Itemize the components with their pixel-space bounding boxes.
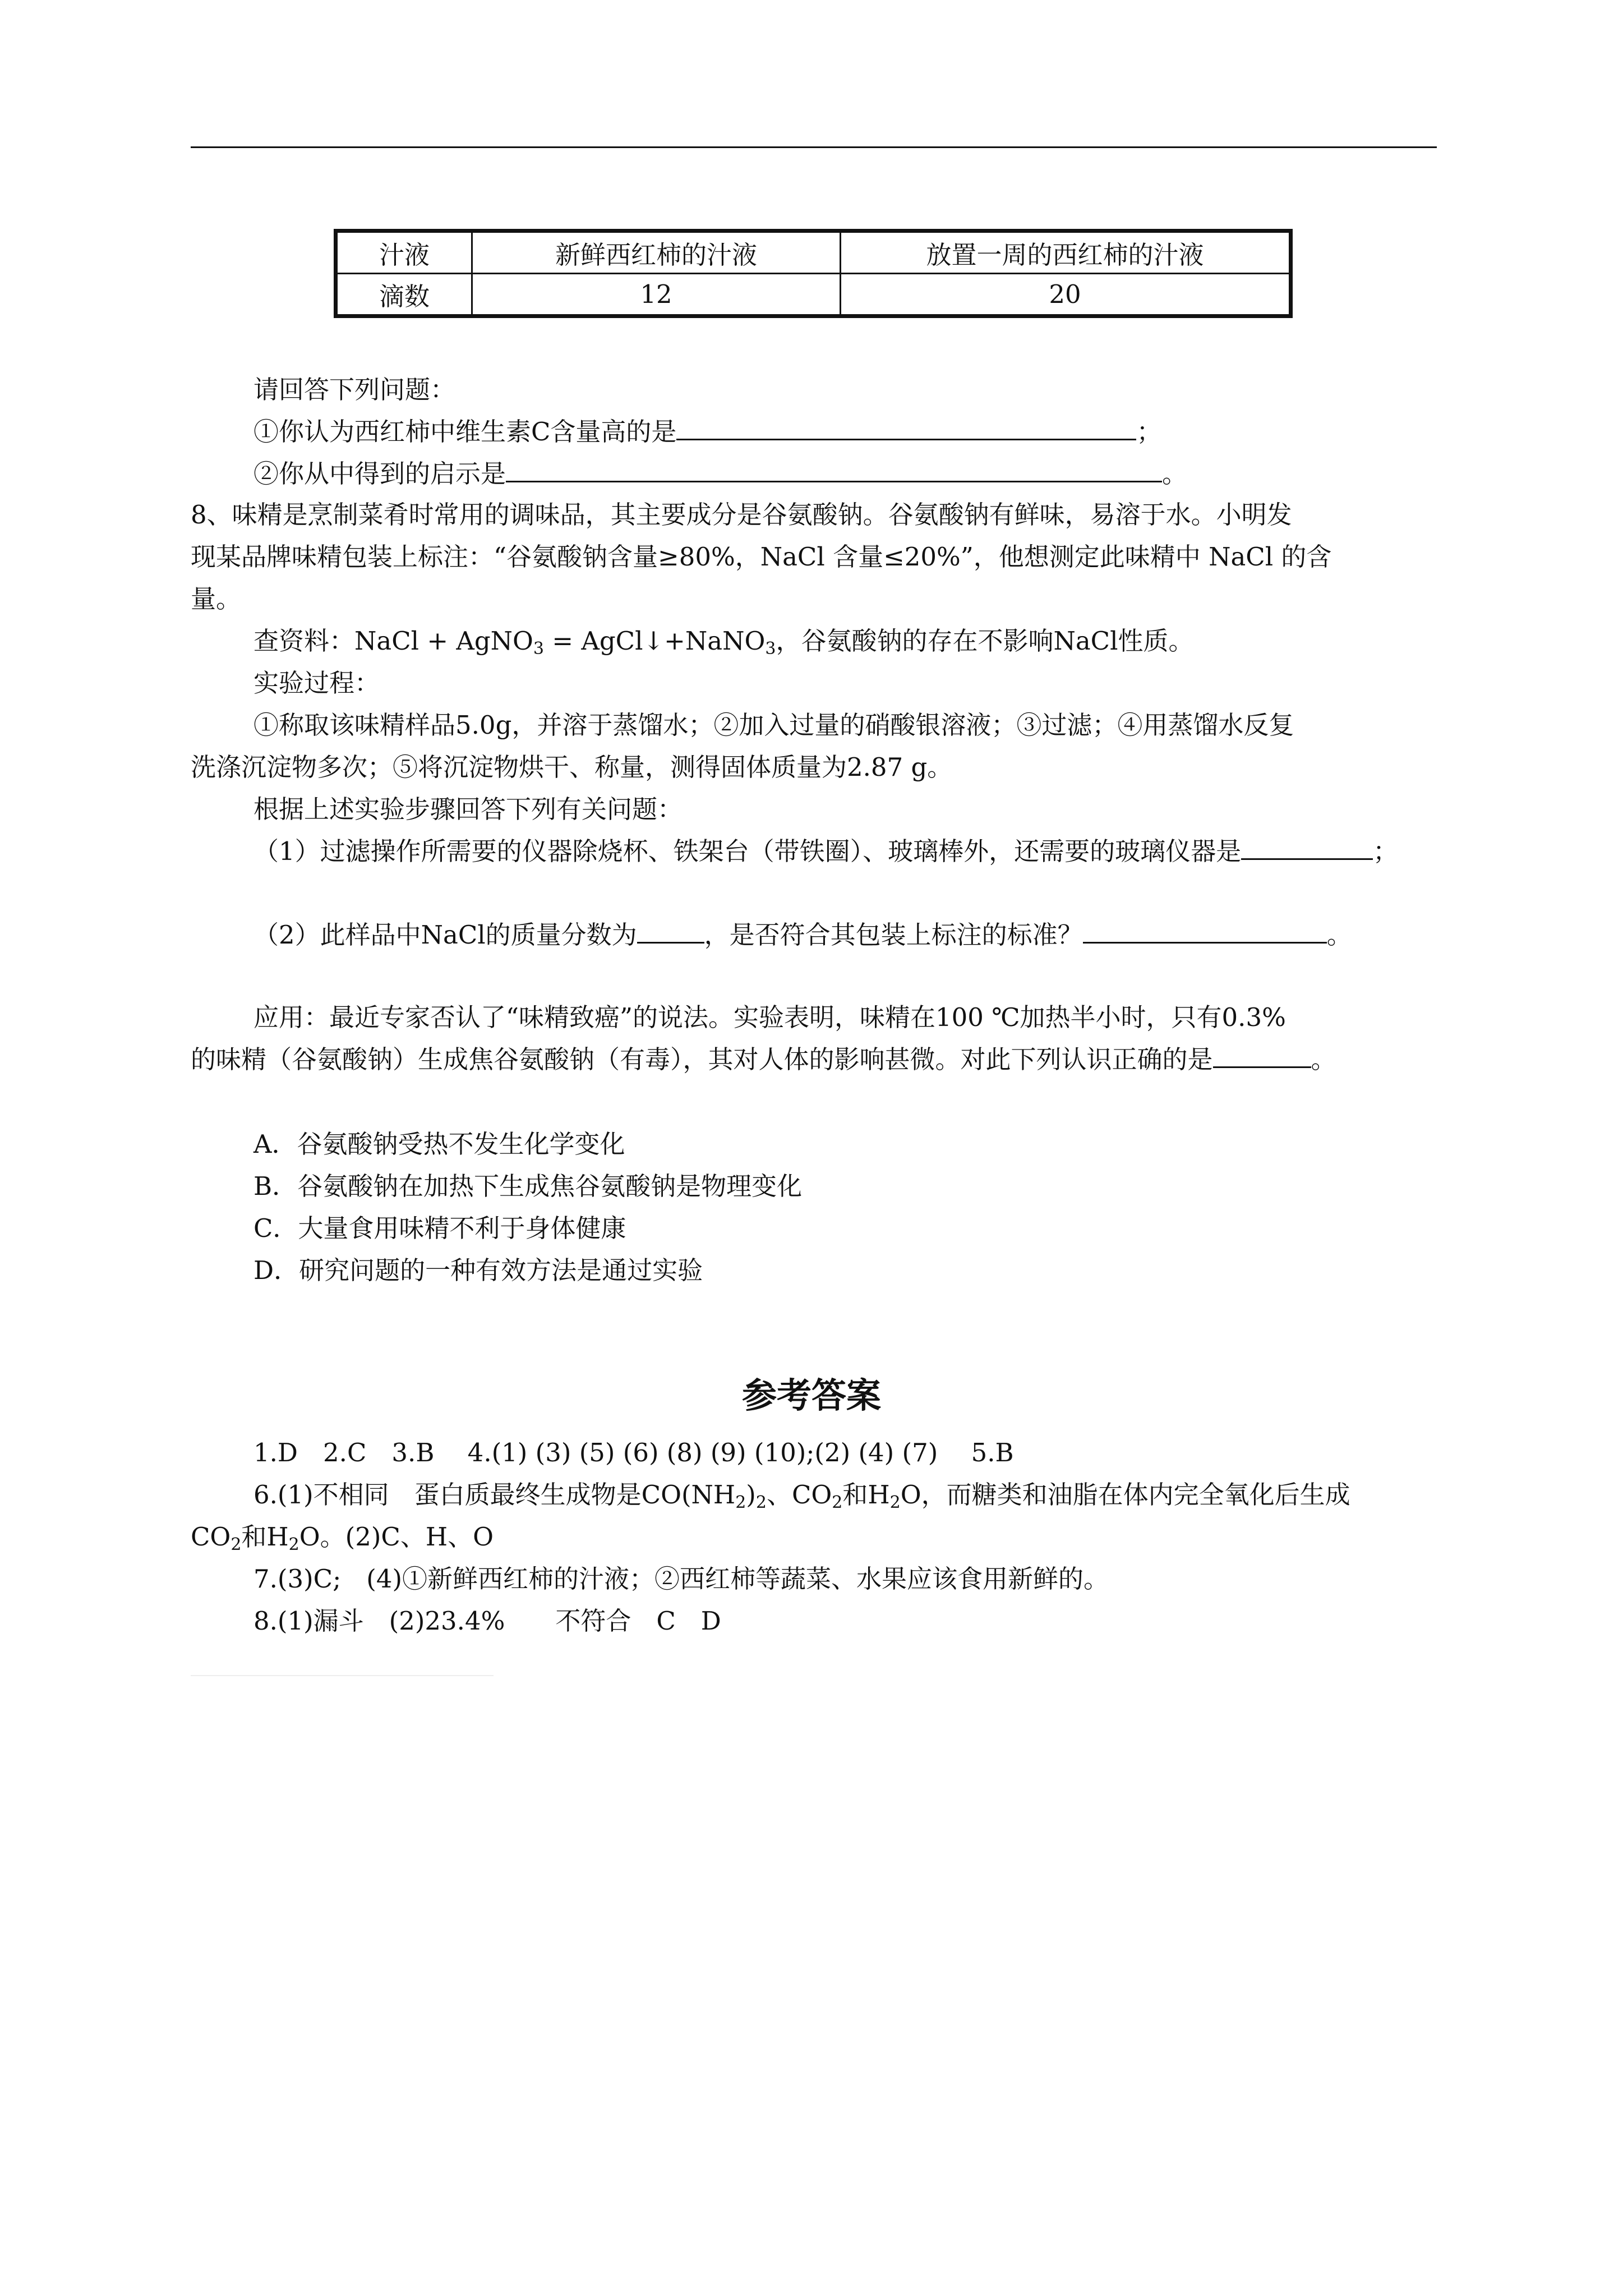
q8-application-line1: 应用：最近专家否认了“味精致癌”的说法。实验表明，味精在100 ℃加热半小时，只有0.3% bbox=[253, 1002, 1286, 1032]
answers-line2 bbox=[253, 1478, 1350, 1512]
table-cell: 汁液 bbox=[336, 231, 472, 274]
option-c: C．大量食用味精不利于身体健康 bbox=[253, 1213, 626, 1243]
q7-sub2 bbox=[253, 457, 1187, 491]
answer-text: O。(2)C、H、O bbox=[299, 1522, 494, 1552]
answers-line3 bbox=[191, 1520, 494, 1554]
answer-text: 和H bbox=[842, 1480, 890, 1510]
q8-intro-line2: 现某品牌味精包装上标注：“谷氨酸钠含量≥80%，NaCl 含量≤20%”，他想测定此味精中 NaCl 的含 bbox=[191, 542, 1332, 572]
answer-blank bbox=[637, 918, 704, 944]
answer-text: 和H bbox=[241, 1522, 289, 1552]
juice-drops-table bbox=[334, 229, 1293, 318]
q7-sub1 bbox=[253, 415, 1161, 449]
ref-text: ，谷氨酸钠的存在不影响NaCl性质。 bbox=[776, 626, 1194, 656]
ref-text: = AgCl↓+NaNO bbox=[544, 626, 766, 656]
q7-sub1-text: ①你认为西红柿中维生素C含量高的是 bbox=[253, 417, 677, 447]
table-row bbox=[336, 274, 1291, 316]
answer-blank bbox=[1213, 1043, 1311, 1068]
part1-end: ； bbox=[1373, 836, 1399, 866]
answer-text: CO bbox=[191, 1522, 231, 1552]
answers-line1: 1.D 2.C 3.B 4.(1) (3) (5) (6) (8) (9) (10);(2) (4) (7) 5.B bbox=[253, 1438, 1014, 1467]
q7-sub2-end: 。 bbox=[1162, 459, 1188, 489]
answer-text: ) bbox=[746, 1480, 756, 1510]
q8-intro-line1: 8、味精是烹制菜肴时常用的调味品，其主要成分是谷氨酸钠。谷氨酸钠有鲜味，易溶于水。小明发 bbox=[191, 500, 1292, 530]
answer-subscript: 2 bbox=[735, 1493, 746, 1512]
ref-subscript: 3 bbox=[533, 639, 545, 659]
answer-subscript: 2 bbox=[755, 1493, 767, 1512]
answers-line5: 8.(1)漏斗 (2)23.4% 不符合 C D bbox=[253, 1606, 721, 1636]
footer-rule bbox=[191, 1675, 494, 1676]
answer-blank bbox=[506, 457, 1162, 482]
answer-subscript: 2 bbox=[288, 1535, 299, 1554]
application-end: 。 bbox=[1311, 1045, 1336, 1074]
q8-intro-line3: 量。 bbox=[191, 584, 242, 614]
part1-text: （1）过滤操作所需要的仪器除烧杯、铁架台（带铁圈）、玻璃棒外，还需要的玻璃仪器是 bbox=[253, 836, 1242, 866]
ref-subscript: 3 bbox=[765, 639, 776, 659]
q8-steps-line1: ①称取该味精样品5.0g，并溶于蒸馏水；②加入过量的硝酸银溶液；③过滤；④用蒸馏水反复 bbox=[253, 710, 1294, 740]
q8-answer-prompt: 根据上述实验步骤回答下列有关问题： bbox=[253, 794, 683, 824]
option-b: B．谷氨酸钠在加热下生成焦谷氨酸钠是物理变化 bbox=[253, 1171, 803, 1201]
table-cell: 新鲜西红柿的汁液 bbox=[472, 231, 841, 274]
option-a: A．谷氨酸钠受热不发生化学变化 bbox=[253, 1129, 625, 1159]
answer-blank bbox=[676, 415, 1136, 440]
q8-part2 bbox=[253, 918, 1352, 952]
answers-title: 参考答案 bbox=[741, 1375, 881, 1416]
part2-end: 。 bbox=[1326, 920, 1352, 950]
application-text: 的味精（谷氨酸钠）生成焦谷氨酸钠（有毒），其对人体的影响甚微。对此下列认识正确的是 bbox=[191, 1045, 1213, 1074]
answer-subscript: 2 bbox=[832, 1493, 843, 1512]
answer-text: 、CO bbox=[766, 1480, 832, 1510]
answers-line4: 7.(3)C; (4)①新鲜西红柿的汁液；②西红柿等蔬菜、水果应该食用新鲜的。 bbox=[253, 1564, 1109, 1594]
q7-prompt: 请回答下列问题： bbox=[253, 375, 456, 404]
answer-subscript: 2 bbox=[889, 1493, 901, 1512]
answer-text: 6.(1)不相同 蛋白质最终生成物是CO(NH bbox=[253, 1480, 736, 1510]
part2-text: （2）此样品中NaCl的质量分数为 bbox=[253, 920, 637, 950]
table-cell: 滴数 bbox=[336, 274, 472, 316]
table-cell: 12 bbox=[472, 274, 841, 316]
q8-steps-line2: 洗涤沉淀物多次；⑤将沉淀物烘干、称量，测得固体质量为2.87 g。 bbox=[191, 752, 953, 782]
answer-blank bbox=[1241, 835, 1373, 860]
q8-reference bbox=[253, 624, 1193, 658]
ref-text: 查资料：NaCl + AgNO bbox=[253, 626, 533, 656]
q7-sub2-text: ②你从中得到的启示是 bbox=[253, 459, 506, 489]
answer-text: O，而糖类和油脂在体内完全氧化后生成 bbox=[900, 1480, 1350, 1510]
q8-part1 bbox=[253, 835, 1398, 868]
table-cell: 放置一周的西红柿的汁液 bbox=[841, 231, 1291, 274]
part2-text: ，是否符合其包装上标注的标准？ bbox=[704, 920, 1083, 950]
answer-blank bbox=[1083, 918, 1327, 944]
q8-application-line2 bbox=[191, 1043, 1336, 1076]
table-cell: 20 bbox=[841, 274, 1291, 316]
table-row bbox=[336, 231, 1291, 274]
header-rule bbox=[191, 146, 1437, 148]
q7-sub1-end: ； bbox=[1136, 417, 1162, 447]
answer-subscript: 2 bbox=[230, 1535, 242, 1554]
q8-process-label: 实验过程： bbox=[253, 668, 380, 698]
option-d: D．研究问题的一种有效方法是通过实验 bbox=[253, 1255, 703, 1285]
